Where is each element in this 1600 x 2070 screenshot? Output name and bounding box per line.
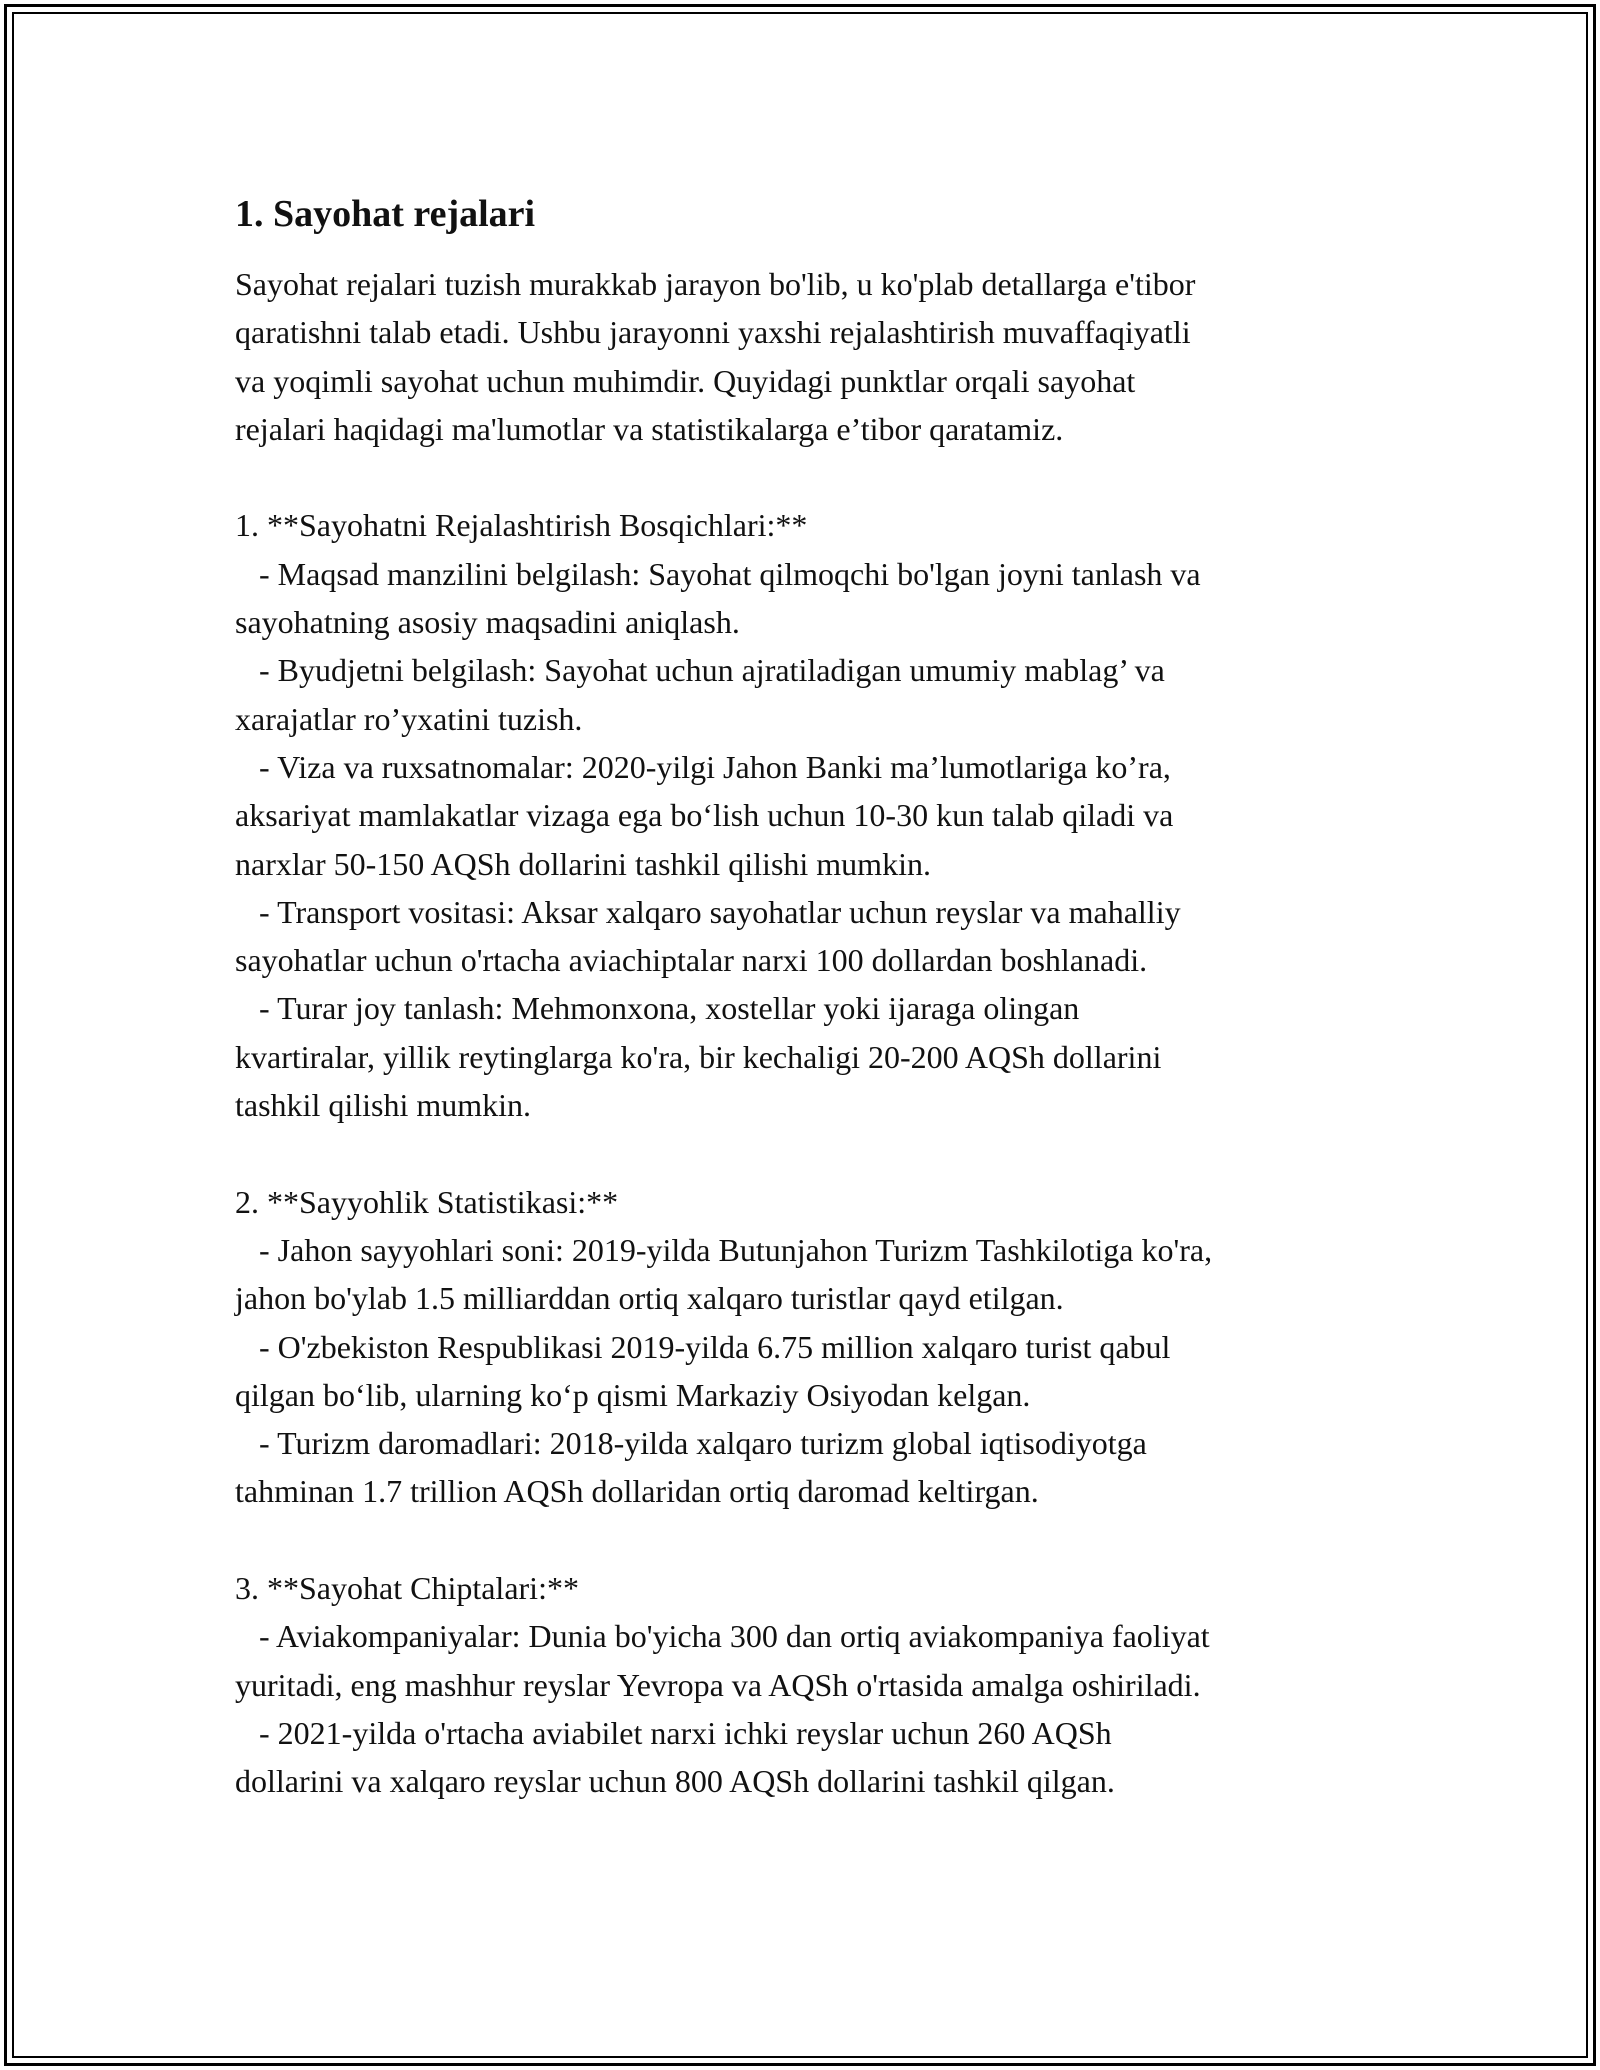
section-line: - Turizm daromadlari: 2018-yilda xalqaro turizm global iqtisodiyotga — [235, 1425, 1147, 1462]
document-body — [235, 188, 1375, 1806]
intro-line: qaratishni talab etadi. Ushbu jarayonni yaxshi rejalashtirish muvaffaqiyatli — [235, 314, 1191, 351]
section-heading: 1. **Sayohatni Rejalashtirish Bosqichlari:** — [235, 507, 808, 544]
section-line: sayohatlar uchun o'rtacha aviachiptalar narxi 100 dollardan boshlanadi. — [235, 942, 1148, 979]
blank-line — [235, 1516, 1375, 1564]
section-line: aksariyat mamlakatlar vizaga ega bo‘lish uchun 10-30 kun talab qiladi va — [235, 797, 1174, 834]
section-planning-steps — [235, 501, 1375, 1129]
section-line: narxlar 50-150 AQSh dollarini tashkil qilishi mumkin. — [235, 845, 931, 882]
section-line: - Turar joy tanlash: Mehmonxona, xostellar yoki ijaraga olingan — [235, 990, 1080, 1027]
section-line: xarajatlar ro’yxatini tuzish. — [235, 700, 583, 737]
section-line: - Viza va ruxsatnomalar: 2020-yilgi Jahon Banki ma’lumotlariga ko’ra, — [235, 748, 1171, 785]
section-line: kvartiralar, yillik reytinglarga ko'ra, bir kechaligi 20-200 AQSh dollarini — [235, 1038, 1162, 1075]
section-heading: 2. **Sayyohlik Statistikasi:** — [235, 1183, 619, 1220]
intro-paragraph — [235, 260, 1375, 453]
section-line: - Maqsad manzilini belgilash: Sayohat qilmoqchi bo'lgan joyni tanlash va — [235, 555, 1201, 592]
document-title: 1. Sayohat rejalari — [235, 193, 536, 235]
section-tourism-statistics — [235, 1178, 1375, 1516]
intro-line: Sayohat rejalari tuzish murakkab jarayon bo'lib, u ko'plab detallarga e'tibor — [235, 266, 1196, 302]
section-line: - Jahon sayyohlari soni: 2019-yilda Butunjahon Turizm Tashkilotiga ko'ra, — [235, 1231, 1213, 1268]
intro-line: rejalari haqidagi ma'lumotlar va statistikalarga e’tibor qaratamiz. — [235, 410, 1064, 447]
section-line: tahminan 1.7 trillion AQSh dollaridan ortiq daromad keltirgan. — [235, 1473, 1039, 1510]
section-line: jahon bo'ylab 1.5 milliarddan ortiq xalqaro turistlar qayd etilgan. — [235, 1280, 1064, 1317]
section-line: - Aviakompaniyalar: Dunia bo'yicha 300 dan ortiq aviakompaniya faoliyat — [235, 1618, 1210, 1655]
section-line: yuritadi, eng mashhur reyslar Yevropa va AQSh o'rtasida amalga oshiriladi. — [235, 1666, 1201, 1703]
blank-line — [235, 453, 1375, 501]
section-heading: 3. **Sayohat Chiptalari:** — [235, 1570, 579, 1607]
section-line: qilgan bo‘lib, ularning ko‘p qismi Markaziy Osiyodan kelgan. — [235, 1376, 1031, 1413]
section-line: - Byudjetni belgilash: Sayohat uchun ajratiladigan umumiy mablag’ va — [235, 652, 1165, 689]
section-travel-tickets — [235, 1564, 1375, 1805]
section-line: - Transport vositasi: Aksar xalqaro sayohatlar uchun reyslar va mahalliy — [235, 893, 1181, 930]
section-line: - O'zbekiston Respublikasi 2019-yilda 6.75 million xalqaro turist qabul — [235, 1328, 1171, 1365]
section-line: sayohatning asosiy maqsadini aniqlash. — [235, 604, 740, 641]
intro-line: va yoqimli sayohat uchun muhimdir. Quyidagi punktlar orqali sayohat — [235, 362, 1136, 399]
blank-line — [235, 1129, 1375, 1177]
section-line: - 2021-yilda o'rtacha aviabilet narxi ichki reyslar uchun 260 AQSh — [235, 1714, 1112, 1751]
section-line: tashkil qilishi mumkin. — [235, 1087, 532, 1124]
section-line: dollarini va xalqaro reyslar uchun 800 AQSh dollarini tashkil qilgan. — [235, 1763, 1115, 1800]
